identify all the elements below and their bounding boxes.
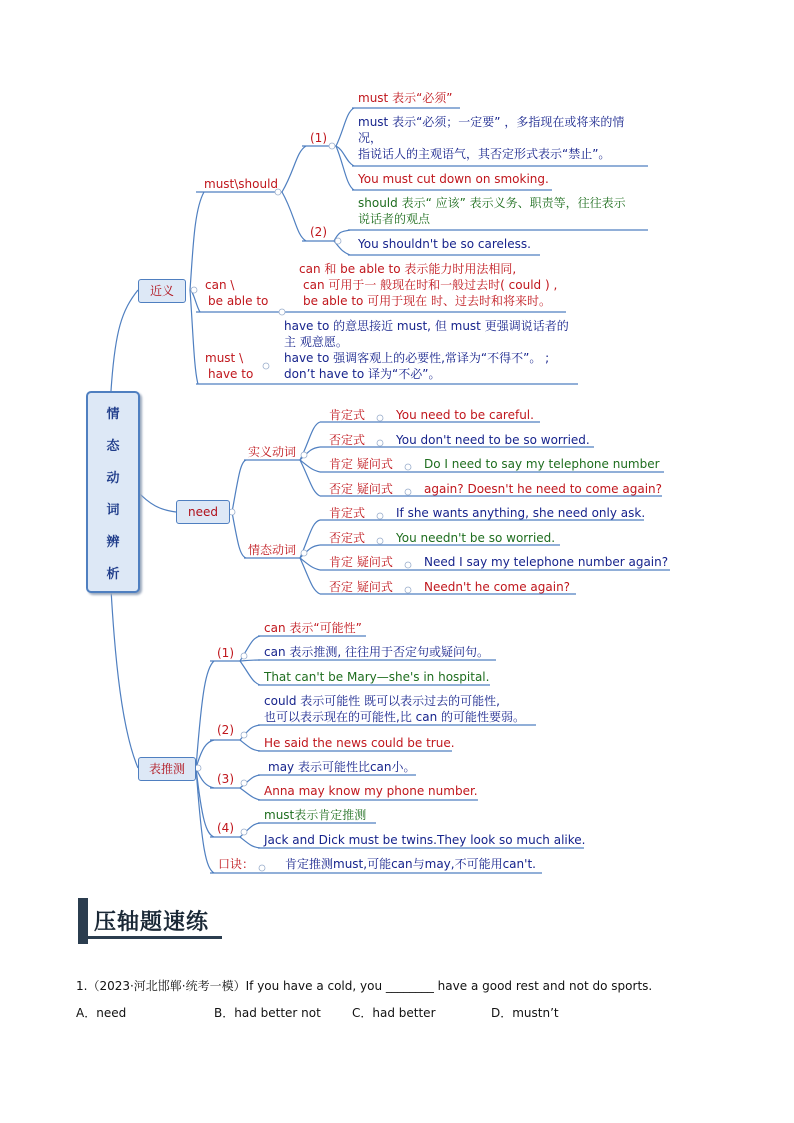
form-example: You needn't be so worried. — [396, 531, 556, 545]
banner-accent — [78, 898, 88, 944]
root-char: 动 — [106, 471, 120, 486]
root-node — [86, 391, 140, 593]
section-banner — [78, 898, 224, 944]
near-synonym-node: 近义 — [138, 279, 186, 303]
modal-verb-label: 情态动词 — [248, 543, 297, 557]
must-detail-line: must 表示“必须；一定要” ，多指现在或将来的情 — [358, 115, 625, 129]
option-b: B．had better not — [214, 1006, 321, 1020]
should-meaning-line: should 表示“ 应该” 表示义务、职责等，往往表示 — [358, 196, 626, 210]
infer-example: Anna may know my phone number. — [264, 784, 478, 798]
need-node: need — [176, 500, 230, 524]
infer-text: can 表示“可能性” — [264, 621, 362, 635]
option-d: D．mustn’t — [491, 1006, 559, 1020]
can-label: can \ — [205, 278, 235, 292]
infer-example: Jack and Dick must be twins.They look so much alike. — [264, 833, 586, 847]
infer-text: could 表示可能性 既可以表示过去的可能性, — [264, 694, 500, 708]
form-type: 肯定 疑问式 — [329, 555, 393, 569]
form-type: 否定式 — [329, 433, 366, 447]
infer-text: can 表示推测, 往往用于否定句或疑问句。 — [264, 645, 490, 659]
must-example: You must cut down on smoking. — [358, 172, 549, 186]
root-char: 辨 — [106, 535, 120, 550]
root-char: 情 — [106, 407, 120, 422]
infer-text: 也可以表示现在的可能性,比 can 的可能性要弱。 — [264, 710, 526, 724]
must-have-label: must \ — [205, 351, 244, 365]
root-char: 态 — [106, 439, 120, 454]
group-number: (2) — [217, 723, 234, 737]
form-type: 否定 疑问式 — [329, 580, 393, 594]
form-example: Needn't he come again? — [424, 580, 571, 594]
must-meaning: must 表示“必须” — [358, 91, 453, 105]
group-number: (2) — [310, 225, 327, 239]
form-type: 否定 疑问式 — [329, 482, 393, 496]
form-type: 否定式 — [329, 531, 366, 545]
form-example: Do I need to say my telephone number — [424, 457, 660, 471]
group-number: (1) — [217, 646, 234, 660]
form-example: You need to be careful. — [396, 408, 534, 422]
inference-node: 表推测 — [138, 757, 196, 781]
must-have-text-line: 主 观意愿。 — [284, 335, 348, 349]
form-type: 肯定式 — [329, 408, 366, 422]
real-verb-label: 实义动词 — [248, 445, 297, 459]
mnemonic-text: 肯定推测must,可能can与may,不可能用can't. — [285, 857, 536, 871]
option-a: A．need — [76, 1006, 127, 1020]
mnemonic-label: 口诀： — [218, 857, 255, 871]
form-type: 肯定 疑问式 — [329, 457, 393, 471]
section-title: 压轴题速练 — [94, 910, 210, 935]
root-char: 词 — [106, 503, 120, 518]
infer-example: He said the news could be true. — [264, 736, 455, 750]
form-type: 肯定式 — [329, 506, 366, 520]
form-example: You don't need to be so worried. — [396, 433, 590, 447]
form-example: again? Doesn't he need to come again? — [424, 482, 663, 496]
must-have-text-line: have to 的意思接近 must, 但 must 更强调说话者的 — [284, 319, 569, 333]
can-text-line: can 可用于一 般现在时和一般过去时( could ) , — [303, 278, 558, 292]
group-number: (3) — [217, 772, 234, 786]
must-have-label: have to — [208, 367, 254, 381]
should-example: You shouldn't be so careless. — [358, 237, 531, 251]
root-char: 析 — [106, 567, 120, 582]
infer-text: may 表示可能性比can小。 — [268, 760, 416, 774]
can-text-line: can 和 be able to 表示能力时用法相同, — [299, 262, 517, 276]
infer-text: must表示肯定推测 — [264, 808, 367, 822]
must-detail-line: 况， — [358, 131, 383, 145]
group-number: (1) — [310, 131, 327, 145]
can-text-line: be able to 可用于现在 时、过去时和将来时。 — [303, 294, 551, 308]
must-have-text-line: have to 强调客观上的必要性,常译为“不得不”。 ; — [284, 351, 550, 365]
group-number: (4) — [217, 821, 234, 835]
infer-example: That can't be Mary—she's in hospital. — [264, 670, 490, 684]
must-should-label: must\should — [204, 177, 279, 191]
option-c: C．had better — [352, 1006, 436, 1020]
question-stem: 1.（2023·河北邯郸·统考一模）If you have a cold, you ________ have a good rest and not do sports. — [76, 979, 653, 993]
form-example: If she wants anything, she need only ask. — [396, 506, 646, 520]
can-label: be able to — [208, 294, 269, 308]
must-detail-line: 指说话人的主观语气，其否定形式表示“禁止”。 — [358, 147, 611, 161]
form-example: Need I say my telephone number again? — [424, 555, 669, 569]
should-meaning-line: 说话者的观点 — [358, 212, 431, 226]
must-have-text-line: don’t have to 译为“不必”。 — [284, 367, 441, 381]
